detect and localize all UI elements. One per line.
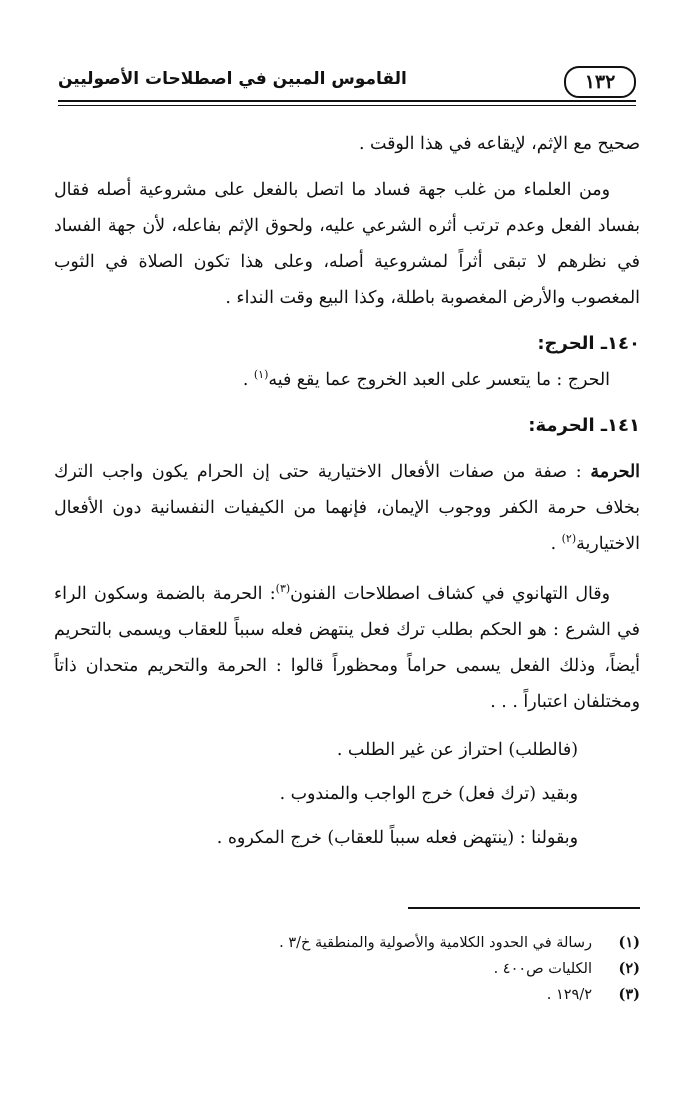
paragraph-text: وقال التهانوي في كشاف اصطلاحات الفنون — [290, 584, 610, 604]
footnote-ref: (٣) — [275, 582, 291, 596]
footnote — [54, 930, 640, 956]
entry-definition — [54, 362, 640, 398]
footnote-number: (٣) — [618, 986, 640, 1003]
footnote-number: (١) — [618, 934, 640, 951]
quote-line: (فالطلب) احتراز عن غير الطلب . — [336, 740, 578, 760]
footnote-text: ١٢٩/٢ . — [546, 987, 592, 1003]
quote-line: وبقولنا : (ينتهض فعله سبباً للعقاب) خرج المكروه . — [216, 828, 578, 848]
footnote — [54, 982, 640, 1008]
paragraph-text: : الحرمة بالضمة وسكون الراء في الشرع : هو الحكم بطلب ترك فعل ينتهض فعله سبباً للعقاب ويسمى بالتحريم أيضاً، وذلك الفعل يسمى حراماً ومحظوراً قالوا : الحرمة والتحريم متحدان ذاتاً ومختلفان اعتباراً . . . — [54, 584, 640, 712]
entry-definition — [54, 454, 640, 562]
footnote-number: (٢) — [618, 960, 640, 977]
main-text — [54, 126, 640, 856]
definition-end: . — [550, 534, 562, 554]
definition-text: : صفة من صفات الأفعال الاختيارية حتى إن الحرام يكون واجب الترك بخلاف حرمة الكفر ووجوب الإيمان، فإنهما من الكيفيات النفسانية دون الأفعال الاختيارية — [54, 462, 640, 554]
running-header — [58, 60, 636, 104]
entry-heading: ١٤١ـ الحرمة: — [528, 415, 640, 436]
footnote-separator — [408, 907, 640, 909]
paragraph — [54, 576, 640, 720]
footnote-text: رسالة في الحدود الكلامية والأصولية والمنطقية خ/٣ . — [279, 935, 592, 951]
quote-line: وبقيد (ترك فعل) خرج الواجب والمندوب . — [279, 784, 578, 804]
footnote-ref: (١) — [253, 368, 269, 382]
entry-heading: ١٤٠ـ الحرج: — [537, 333, 640, 354]
paragraph: ومن العلماء من غلب جهة فساد ما اتصل بالفعل على مشروعية أصله فقال بفساد الفعل وعدم ترتب أثره الشرعي عليه، ولحوق الإثم بفاعله، لأن جهة الفساد في نظرهم لا تبقى أثراً لمشروعية أصله، وعلى هذا تكون الصلاة في الثوب المغصوب والأرض المغصوبة باطلة، وكذا البيع وقت النداء . — [54, 180, 640, 308]
paragraph: صحيح مع الإثم، لإيقاعه في هذا الوقت . — [358, 134, 640, 154]
header-rule — [58, 100, 636, 102]
running-title: القاموس المبين في اصطلاحات الأصوليين — [58, 69, 407, 89]
defined-term: الحرمة — [590, 462, 641, 482]
footnotes — [54, 930, 640, 1008]
footnote-ref: (٢) — [561, 532, 577, 546]
definition-end: . — [242, 370, 254, 390]
header-rule-thin — [58, 105, 636, 106]
definition-text: الحرج : ما يتعسر على العبد الخروج عما يقع فيه — [268, 370, 610, 390]
footnote-text: الكليات ص٤٠٠ . — [493, 961, 592, 977]
footnote — [54, 956, 640, 982]
page-number: ١٣٢ — [564, 66, 636, 98]
